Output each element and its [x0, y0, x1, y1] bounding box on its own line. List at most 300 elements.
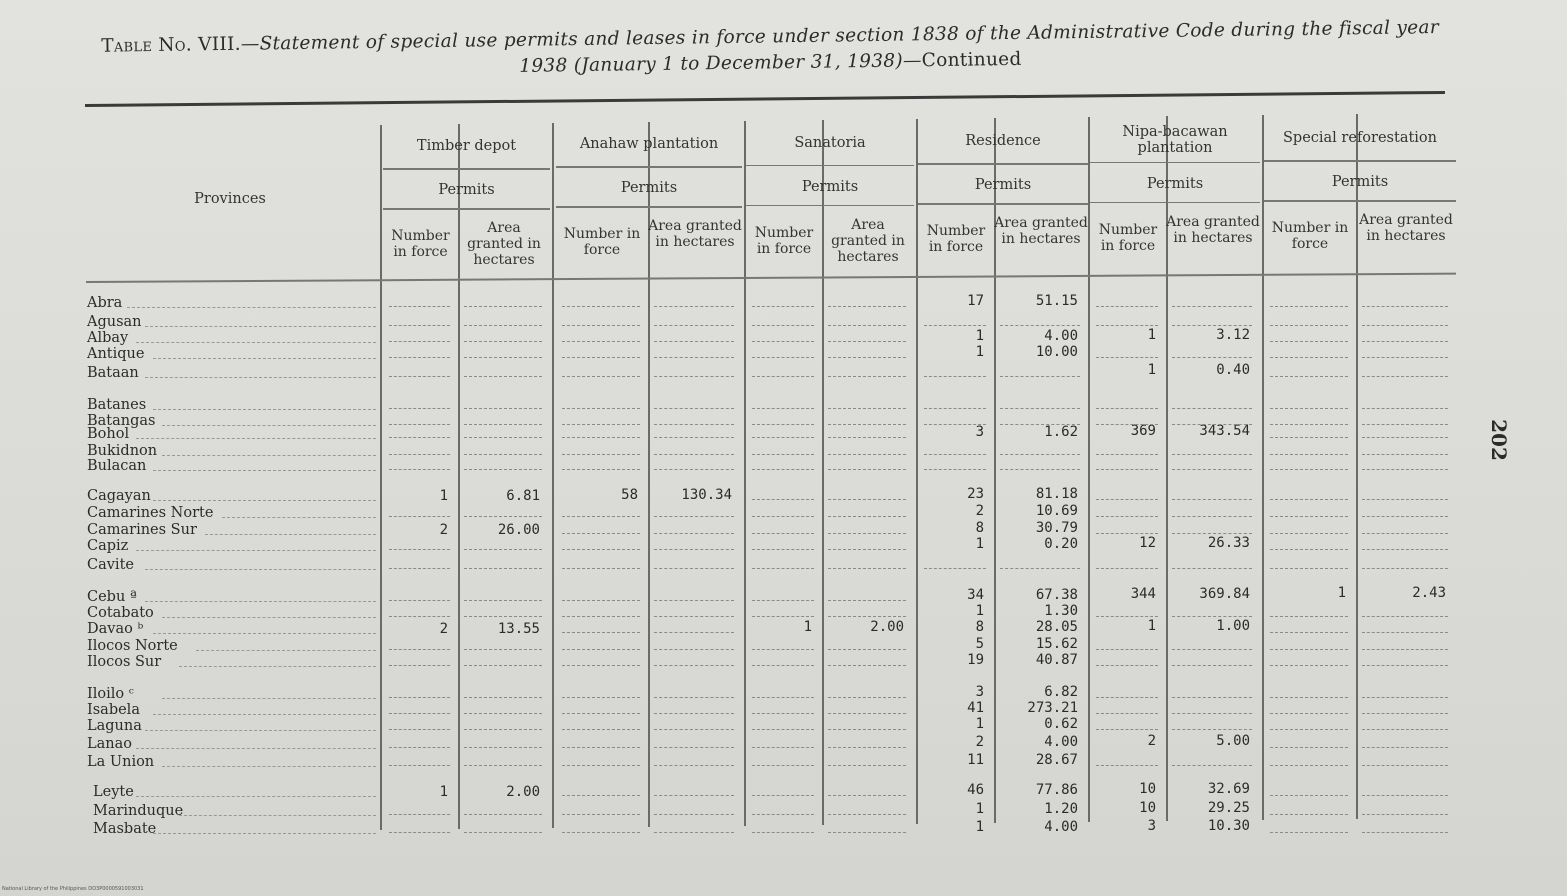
empty-cell-dash	[1096, 649, 1158, 650]
empty-cell-dash	[389, 376, 450, 377]
empty-cell-dash	[752, 765, 814, 766]
empty-cell-dash	[562, 408, 640, 409]
empty-cell-dash	[1362, 814, 1448, 815]
empty-cell-dash	[1270, 408, 1348, 409]
province-label: Batangas	[87, 413, 156, 429]
number-in-force-value: 1	[1147, 361, 1156, 378]
empty-cell-dash	[828, 424, 906, 425]
empty-cell-dash	[464, 408, 542, 409]
empty-cell-dash	[562, 616, 640, 617]
empty-cell-dash	[752, 424, 814, 425]
empty-cell-dash	[752, 516, 814, 517]
number-in-force-value: 5	[975, 635, 984, 652]
empty-cell-dash	[1096, 424, 1158, 425]
area-value: 10.00	[1035, 343, 1078, 360]
empty-cell-dash	[654, 747, 734, 748]
group-header: Sanatoria	[794, 134, 866, 151]
area-value: 81.18	[1035, 485, 1078, 502]
empty-cell-dash	[924, 376, 986, 377]
province-name	[87, 458, 146, 474]
empty-cell-dash	[562, 747, 640, 748]
provinces-header: Provinces	[194, 191, 266, 207]
area-value: 273.21	[1027, 699, 1078, 716]
empty-cell-dash	[464, 747, 542, 748]
empty-cell-dash	[464, 814, 542, 815]
area-value: 32.69	[1207, 780, 1250, 797]
province-label: Laguna	[87, 718, 142, 734]
empty-cell-dash	[1362, 499, 1448, 500]
number-in-force-value: 17	[967, 292, 984, 309]
empty-cell-dash	[389, 814, 450, 815]
empty-cell-dash	[654, 665, 734, 666]
empty-cell-dash	[1270, 795, 1348, 796]
province-leader	[145, 326, 376, 327]
province-leader	[136, 748, 376, 749]
number-in-force-value: 2	[439, 522, 448, 538]
permits-label: Permits	[1331, 174, 1389, 190]
province-label: La Union	[87, 754, 155, 770]
empty-cell-dash	[1362, 729, 1448, 730]
group-header: Timber depot	[416, 138, 517, 154]
empty-cell-dash	[1362, 665, 1448, 666]
empty-cell-dash	[464, 729, 542, 730]
province-name	[93, 803, 183, 819]
empty-cell-dash	[1362, 765, 1448, 766]
province-name	[93, 821, 156, 837]
empty-cell-dash	[1362, 454, 1448, 455]
empty-cell-dash	[562, 341, 640, 342]
number-in-force-value: 23	[967, 485, 984, 502]
empty-cell-dash	[1362, 549, 1448, 550]
empty-cell-dash	[1000, 469, 1080, 470]
number-in-force-value: 3	[975, 423, 984, 440]
number-in-force-value: 11	[967, 751, 984, 768]
empty-cell-dash	[828, 649, 906, 650]
number-in-force-value: 8	[975, 519, 984, 536]
province-name	[87, 754, 154, 770]
empty-cell-dash	[1270, 469, 1348, 470]
area-value: 51.15	[1035, 292, 1078, 309]
province-name	[87, 346, 144, 362]
empty-cell-dash	[1270, 632, 1348, 633]
empty-cell-dash	[389, 549, 450, 550]
empty-cell-dash	[1362, 649, 1448, 650]
empty-cell-dash	[464, 376, 542, 377]
province-leader	[153, 500, 376, 501]
province-name	[87, 426, 129, 442]
area-header: Area granted in hectares	[467, 220, 541, 268]
empty-cell-dash	[924, 568, 986, 569]
empty-cell-dash	[1096, 516, 1158, 517]
empty-cell-dash	[752, 747, 814, 748]
empty-cell-dash	[1362, 832, 1448, 833]
empty-cell-dash	[752, 357, 814, 358]
footer-credit: National Library of the Philippines DO3P0000591003031	[2, 886, 144, 892]
province-leader	[145, 730, 376, 731]
empty-cell-dash	[464, 469, 542, 470]
area-value: 2.43	[1412, 585, 1446, 601]
empty-cell-dash	[654, 325, 734, 326]
empty-cell-dash	[1000, 424, 1080, 425]
area-value: 15.62	[1035, 635, 1078, 652]
area-value: 1.00	[1216, 617, 1250, 634]
empty-cell-dash	[464, 649, 542, 650]
province-name	[87, 538, 128, 554]
empty-cell-dash	[464, 765, 542, 766]
group-header-rule	[746, 165, 914, 167]
empty-cell-dash	[1362, 424, 1448, 425]
empty-cell-dash	[1096, 454, 1158, 455]
province-leader	[162, 766, 376, 767]
empty-cell-dash	[562, 814, 640, 815]
empty-cell-dash	[654, 616, 734, 617]
empty-cell-dash	[752, 341, 814, 342]
province-name	[87, 505, 213, 521]
province-name	[87, 365, 139, 381]
province-leader	[162, 698, 376, 699]
number-in-force-value: 1	[1147, 617, 1156, 634]
empty-cell-dash	[562, 697, 640, 698]
permits-header-rule	[383, 208, 550, 210]
province-leader	[222, 517, 376, 518]
column-divider	[380, 125, 382, 830]
empty-cell-dash	[1362, 408, 1448, 409]
permits-label: Permits	[1146, 175, 1204, 192]
empty-cell-dash	[464, 437, 542, 438]
empty-cell-dash	[828, 357, 906, 358]
number-in-force-value: 369	[1130, 422, 1156, 439]
area-header: Area granted in hectares	[994, 215, 1088, 248]
province-label: Ilocos Sur	[87, 654, 162, 670]
province-label: Capiz	[87, 538, 129, 554]
province-label: Leyte	[93, 784, 134, 800]
province-name	[87, 718, 142, 734]
empty-cell-dash	[1270, 649, 1348, 650]
empty-cell-dash	[1270, 549, 1348, 550]
group-header-rule	[918, 163, 1088, 165]
empty-cell-dash	[654, 408, 734, 409]
empty-cell-dash	[1362, 616, 1448, 617]
permits-label: Permits	[438, 182, 495, 198]
area-value: 13.55	[497, 621, 540, 637]
empty-cell-dash	[654, 632, 734, 633]
empty-cell-dash	[464, 697, 542, 698]
empty-cell-dash	[562, 533, 640, 534]
province-leader	[136, 438, 376, 439]
number-in-force-value: 2	[1147, 732, 1156, 749]
empty-cell-dash	[752, 454, 814, 455]
empty-cell-dash	[1172, 665, 1252, 666]
table-title-text: —Statement of special use permits and leases in force under section 1838 of the Administrative Code during the fiscal year 1938 (January 1 to December 31, 1938)	[240, 17, 1440, 77]
group-header-rule	[1264, 160, 1456, 162]
empty-cell-dash	[1096, 713, 1158, 714]
empty-cell-dash	[752, 408, 814, 409]
number-in-force-value: 1	[975, 535, 984, 552]
area-value: 0.40	[1216, 361, 1250, 378]
permits-header-rule	[746, 205, 914, 207]
province-leader	[153, 470, 376, 471]
area-header: Area granted in hectares	[648, 218, 742, 251]
empty-cell-dash	[1172, 697, 1252, 698]
province-label: Iloilo ᶜ	[87, 686, 134, 702]
area-value: 28.05	[1035, 618, 1078, 635]
empty-cell-dash	[1270, 832, 1348, 833]
empty-cell-dash	[1096, 533, 1158, 534]
empty-cell-dash	[1172, 325, 1252, 326]
empty-cell-dash	[1172, 649, 1252, 650]
area-value: 6.82	[1044, 683, 1078, 700]
empty-cell-dash	[389, 616, 450, 617]
province-name	[87, 314, 142, 330]
empty-cell-dash	[1172, 516, 1252, 517]
empty-cell-dash	[654, 437, 734, 438]
empty-cell-dash	[828, 713, 906, 714]
empty-cell-dash	[562, 713, 640, 714]
empty-cell-dash	[1270, 616, 1348, 617]
province-name	[87, 638, 178, 654]
province-leader	[153, 358, 376, 359]
empty-cell-dash	[654, 341, 734, 342]
area-value: 2.00	[506, 784, 540, 800]
empty-cell-dash	[828, 616, 906, 617]
province-label: Cagayan	[87, 488, 151, 504]
empty-cell-dash	[654, 600, 734, 601]
empty-cell-dash	[1172, 424, 1252, 425]
province-leader	[136, 342, 376, 343]
empty-cell-dash	[562, 632, 640, 633]
empty-cell-dash	[752, 665, 814, 666]
empty-cell-dash	[1270, 357, 1348, 358]
empty-cell-dash	[1172, 499, 1252, 500]
province-leader	[162, 455, 376, 456]
empty-cell-dash	[924, 325, 986, 326]
number-in-force-value: 1	[975, 800, 984, 817]
empty-cell-dash	[1270, 814, 1348, 815]
empty-cell-dash	[1270, 424, 1348, 425]
province-name	[87, 654, 161, 670]
empty-cell-dash	[1096, 499, 1158, 500]
number-in-force-value: 34	[967, 586, 984, 603]
area-header: Area granted in hectares	[1359, 212, 1453, 244]
empty-cell-dash	[464, 424, 542, 425]
empty-cell-dash	[752, 549, 814, 550]
empty-cell-dash	[562, 568, 640, 569]
province-name	[87, 686, 134, 702]
province-label: Antique	[87, 346, 145, 362]
empty-cell-dash	[562, 424, 640, 425]
area-value: 4.00	[1044, 733, 1078, 750]
number-in-force-header: Number in force	[1271, 220, 1349, 252]
empty-cell-dash	[1270, 306, 1348, 307]
number-in-force-value: 19	[967, 651, 984, 668]
province-leader	[153, 633, 376, 634]
empty-cell-dash	[389, 516, 450, 517]
empty-cell-dash	[1096, 697, 1158, 698]
empty-cell-dash	[1172, 568, 1252, 569]
empty-cell-dash	[1000, 325, 1080, 326]
empty-cell-dash	[562, 306, 640, 307]
province-name	[87, 702, 140, 718]
empty-cell-dash	[1270, 533, 1348, 534]
empty-cell-dash	[389, 649, 450, 650]
empty-cell-dash	[654, 713, 734, 714]
area-value: 343.54	[1199, 422, 1250, 439]
empty-cell-dash	[562, 765, 640, 766]
province-leader	[145, 601, 376, 602]
empty-cell-dash	[1172, 454, 1252, 455]
area-value: 3.12	[1216, 326, 1250, 343]
area-value: 1.62	[1044, 423, 1078, 440]
empty-cell-dash	[752, 469, 814, 470]
province-leader	[153, 833, 376, 834]
province-label: Ilocos Norte	[87, 638, 178, 654]
empty-cell-dash	[1362, 306, 1448, 307]
empty-cell-dash	[1096, 765, 1158, 766]
empty-cell-dash	[464, 454, 542, 455]
number-in-force-value: 10	[1139, 799, 1156, 816]
empty-cell-dash	[389, 747, 450, 748]
empty-cell-dash	[752, 533, 814, 534]
permits-header-rule	[1090, 202, 1260, 204]
empty-cell-dash	[654, 568, 734, 569]
empty-cell-dash	[1172, 469, 1252, 470]
empty-cell-dash	[752, 649, 814, 650]
number-in-force-value: 41	[967, 699, 984, 716]
empty-cell-dash	[464, 616, 542, 617]
column-header-bottom-rule	[86, 273, 1456, 283]
empty-cell-dash	[1362, 325, 1448, 326]
area-value: 130.34	[681, 487, 732, 504]
number-in-force-header: Number in force	[1098, 221, 1158, 254]
permits-label: Permits	[801, 178, 859, 195]
page-number: 202	[1486, 419, 1511, 461]
empty-cell-dash	[562, 832, 640, 833]
province-label: Bohol	[87, 426, 130, 442]
empty-cell-dash	[464, 568, 542, 569]
empty-cell-dash	[1270, 341, 1348, 342]
empty-cell-dash	[828, 437, 906, 438]
number-in-force-value: 8	[975, 618, 984, 635]
province-label: Albay	[87, 330, 129, 346]
empty-cell-dash	[828, 306, 906, 307]
area-value: 6.81	[506, 488, 540, 504]
empty-cell-dash	[1362, 632, 1448, 633]
empty-cell-dash	[752, 568, 814, 569]
empty-cell-dash	[924, 424, 986, 425]
province-label: Cebu ª	[87, 589, 137, 605]
area-header: Area granted in hectares	[1166, 213, 1260, 246]
area-value: 2.00	[870, 619, 904, 636]
empty-cell-dash	[1096, 408, 1158, 409]
number-in-force-value: 2	[439, 621, 448, 637]
number-in-force-value: 1	[439, 784, 448, 800]
empty-cell-dash	[562, 729, 640, 730]
number-in-force-value: 12	[1139, 534, 1156, 551]
empty-cell-dash	[562, 516, 640, 517]
number-in-force-value: 3	[975, 683, 984, 700]
empty-cell-dash	[1096, 469, 1158, 470]
table-title-prefix: Table No. VIII.	[101, 33, 241, 57]
province-label: Bataan	[87, 365, 139, 381]
empty-cell-dash	[654, 832, 734, 833]
number-in-force-header: Number in force	[754, 224, 814, 257]
empty-cell-dash	[1172, 306, 1252, 307]
empty-cell-dash	[828, 765, 906, 766]
province-label: Cotabato	[87, 605, 154, 621]
empty-cell-dash	[752, 729, 814, 730]
province-leader	[145, 377, 376, 378]
empty-cell-dash	[1270, 665, 1348, 666]
empty-cell-dash	[1172, 408, 1252, 409]
empty-cell-dash	[654, 729, 734, 730]
empty-cell-dash	[828, 795, 906, 796]
column-divider	[552, 123, 554, 828]
empty-cell-dash	[654, 649, 734, 650]
area-value: 5.00	[1216, 732, 1250, 749]
empty-cell-dash	[828, 568, 906, 569]
empty-cell-dash	[1362, 516, 1448, 517]
permits-header-rule	[556, 206, 742, 208]
empty-cell-dash	[389, 325, 450, 326]
empty-cell-dash	[828, 376, 906, 377]
area-value: 0.62	[1044, 715, 1078, 732]
empty-cell-dash	[562, 549, 640, 550]
empty-cell-dash	[1000, 568, 1080, 569]
empty-cell-dash	[562, 376, 640, 377]
number-in-force-value: 1	[1337, 585, 1346, 601]
empty-cell-dash	[828, 814, 906, 815]
group-header-rule	[556, 166, 742, 168]
empty-cell-dash	[654, 516, 734, 517]
empty-cell-dash	[389, 832, 450, 833]
empty-cell-dash	[389, 306, 450, 307]
empty-cell-dash	[1362, 376, 1448, 377]
province-label: Bukidnon	[87, 443, 158, 459]
group-header-rule	[383, 168, 550, 170]
province-leader	[179, 666, 376, 667]
area-value: 1.30	[1044, 602, 1078, 619]
province-label: Masbate	[93, 821, 157, 837]
empty-cell-dash	[1270, 499, 1348, 500]
empty-cell-dash	[752, 814, 814, 815]
area-value: 10.69	[1035, 502, 1078, 519]
empty-cell-dash	[1270, 729, 1348, 730]
number-in-force-header: Number in force	[563, 226, 641, 259]
empty-cell-dash	[562, 795, 640, 796]
area-value: 77.86	[1035, 781, 1078, 798]
area-value: 26.00	[497, 522, 540, 538]
empty-cell-dash	[389, 469, 450, 470]
empty-cell-dash	[389, 357, 450, 358]
empty-cell-dash	[389, 697, 450, 698]
empty-cell-dash	[1172, 713, 1252, 714]
empty-cell-dash	[654, 765, 734, 766]
empty-cell-dash	[828, 747, 906, 748]
empty-cell-dash	[752, 832, 814, 833]
empty-cell-dash	[828, 499, 906, 500]
empty-cell-dash	[464, 549, 542, 550]
empty-cell-dash	[389, 454, 450, 455]
empty-cell-dash	[389, 729, 450, 730]
empty-cell-dash	[924, 408, 986, 409]
area-value: 29.25	[1207, 799, 1250, 816]
number-in-force-value: 1	[803, 619, 812, 636]
province-name	[87, 488, 151, 504]
empty-cell-dash	[1270, 376, 1348, 377]
area-value: 369.84	[1199, 585, 1250, 602]
empty-cell-dash	[654, 469, 734, 470]
empty-cell-dash	[654, 306, 734, 307]
